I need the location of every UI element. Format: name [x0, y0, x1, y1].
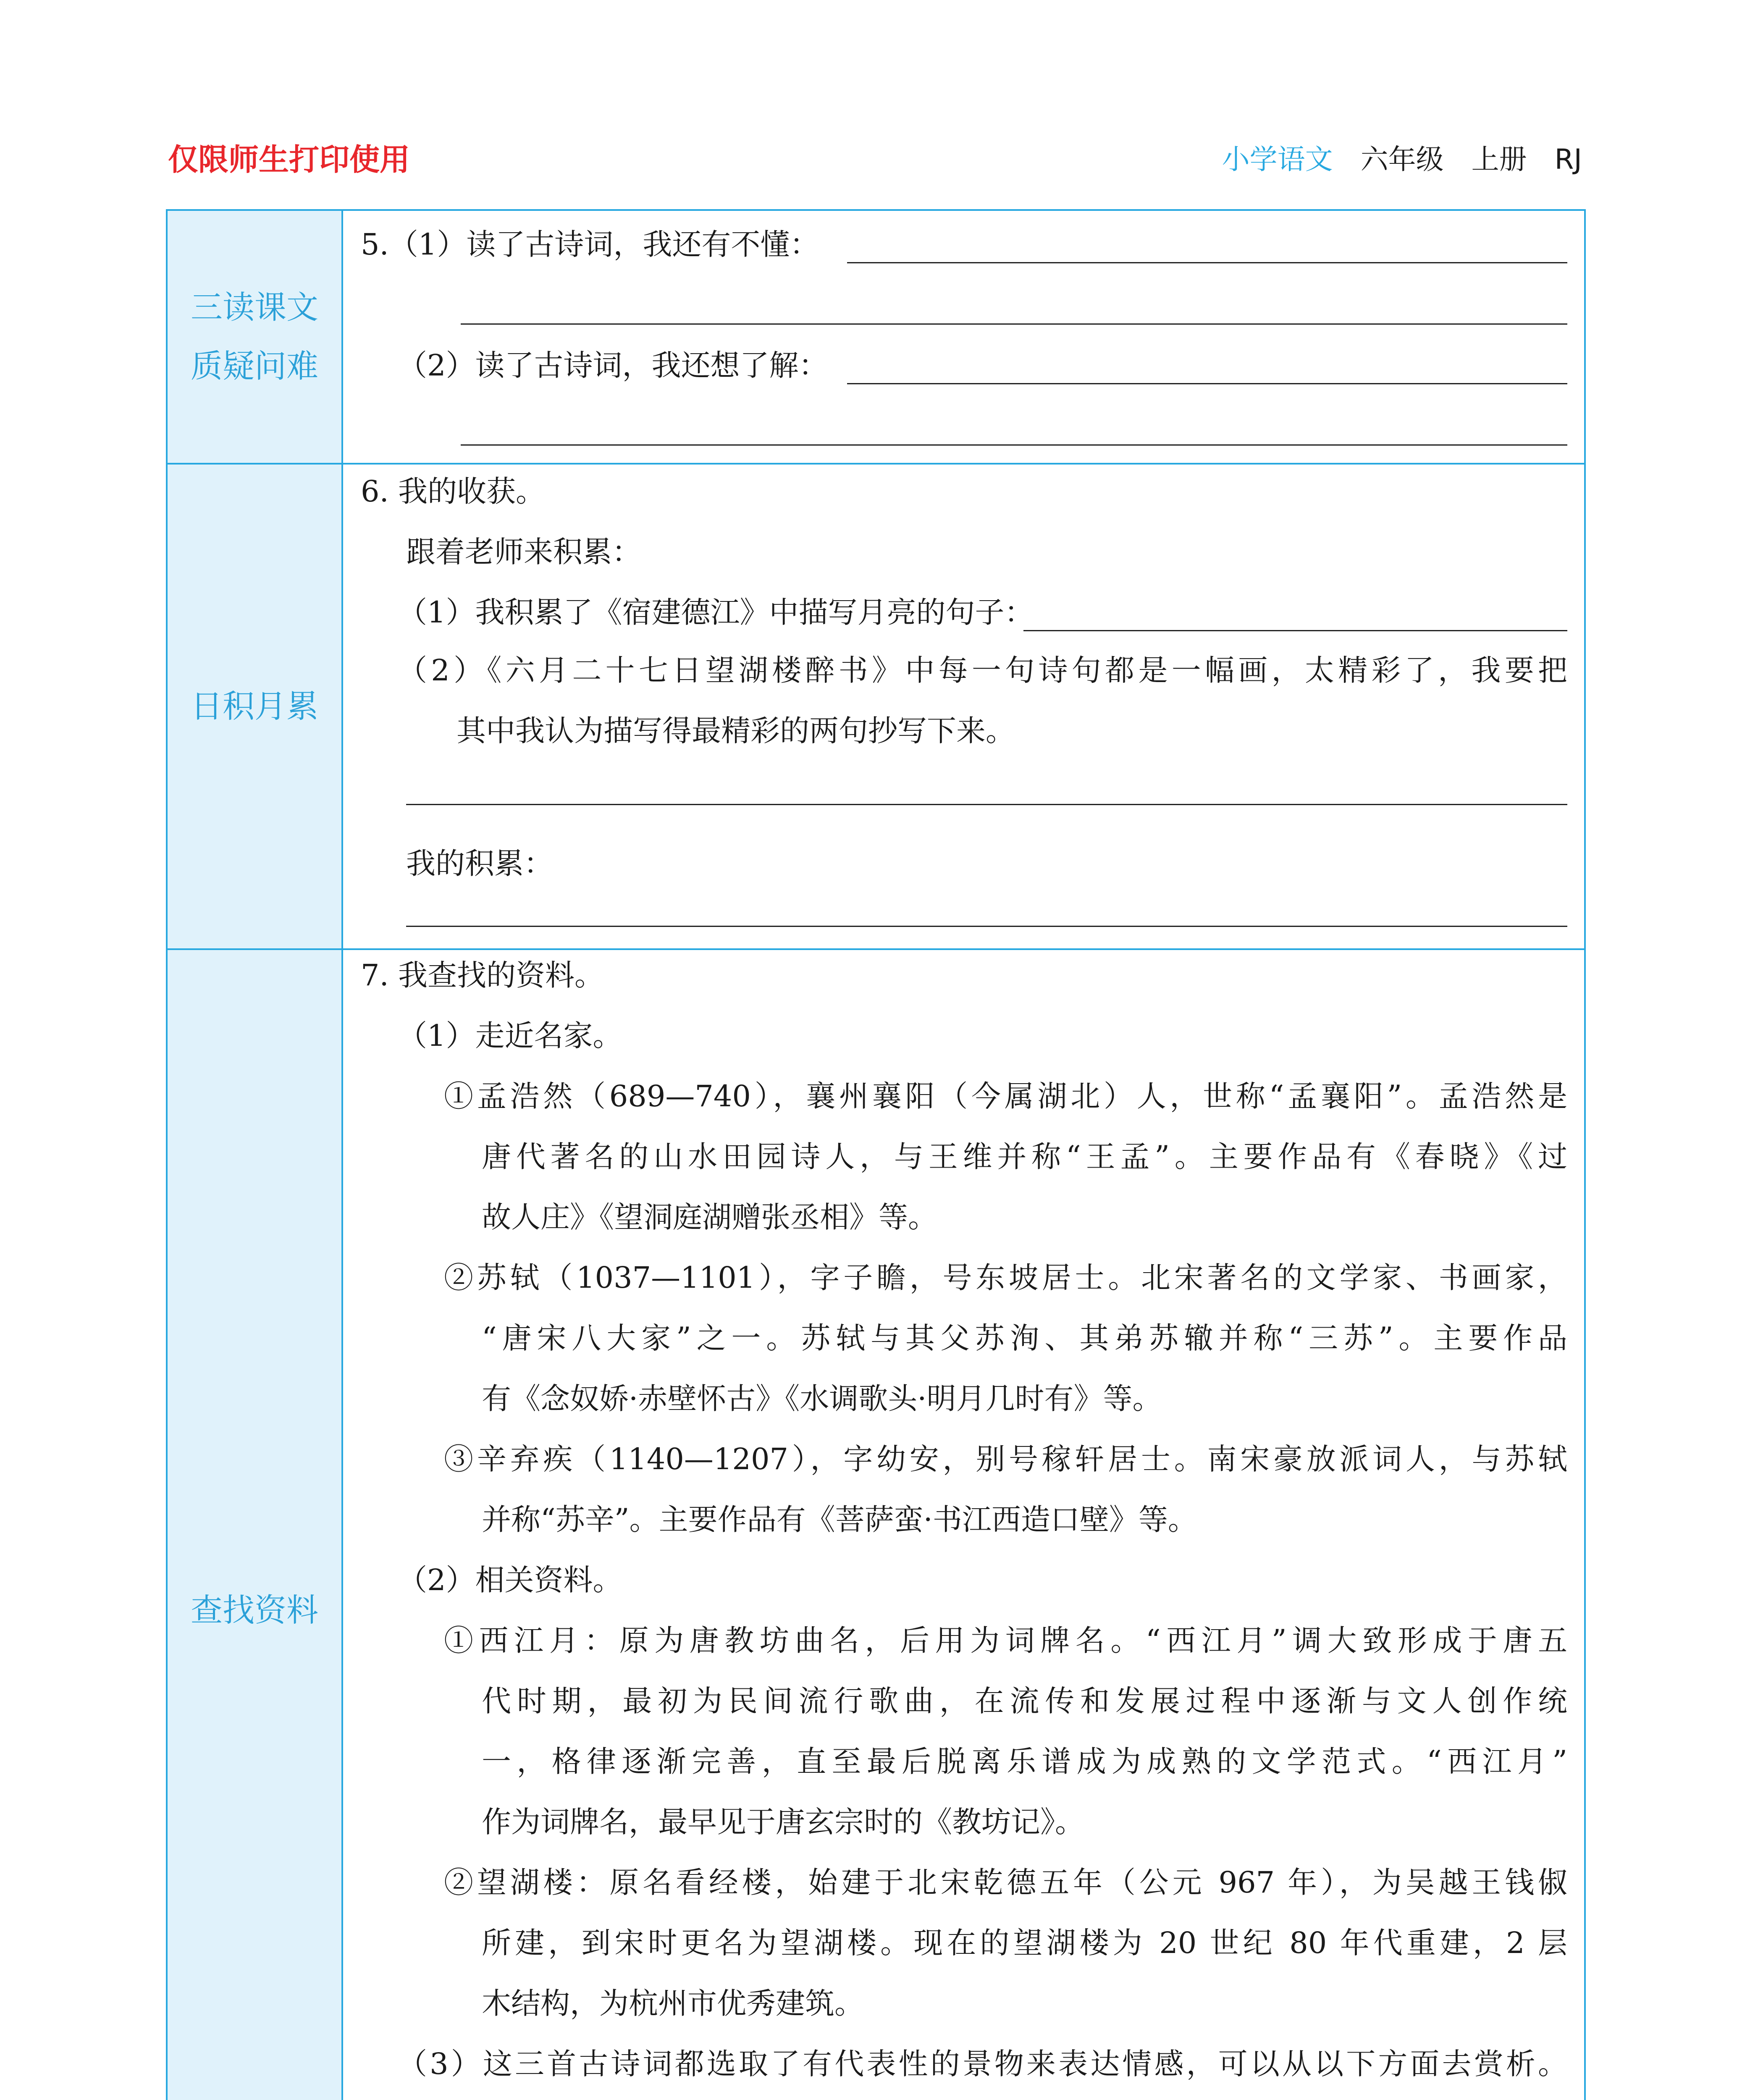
volume-label: 上册 — [1471, 143, 1527, 176]
section-research — [168, 948, 1584, 2100]
paragraph-line: ①孟浩然（689—740），襄州襄阳（今属湖北）人，世称“孟襄阳”。孟浩然是 — [444, 1079, 1567, 1113]
section-label — [168, 465, 343, 948]
question-6-title: 6. 我的收获。 — [361, 474, 546, 509]
paragraph-line: 并称“苏辛”。主要作品有《菩萨蛮·书江西造口壁》等。 — [482, 1502, 1197, 1537]
answer-line[interactable] — [847, 262, 1567, 263]
answer-line[interactable] — [406, 804, 1567, 805]
section-content — [343, 950, 1584, 2100]
question-5-2: （2）读了古诗词，我还想了解： — [398, 348, 828, 383]
print-notice: 仅限师生打印使用 — [168, 142, 410, 177]
section-label — [168, 950, 343, 2100]
subheading: （3）这三首古诗词都选取了有代表性的景物来表达情感，可以从以下方面去赏析。 — [398, 2047, 1567, 2081]
section-questions — [168, 211, 1584, 463]
paragraph-line: 木结构，为杭州市优秀建筑。 — [482, 1986, 864, 2021]
answer-line[interactable] — [406, 926, 1567, 927]
subheading: （1）走近名家。 — [398, 1018, 622, 1053]
answer-line[interactable] — [847, 383, 1567, 384]
edition-label: RJ — [1554, 143, 1582, 176]
paragraph-line: 唐代著名的山水田园诗人，与王维并称“王孟”。主要作品有《春晓》《过 — [482, 1139, 1567, 1174]
question-6-2: （2）《六月二十七日望湖楼醉书》中每一句诗句都是一幅画，太精彩了，我要把 — [398, 653, 1567, 688]
paragraph-line: 一，格律逐渐完善，直至最后脱离乐谱成为成熟的文学范式。“西江月” — [482, 1744, 1567, 1779]
paragraph-line: ②苏轼（1037—1101），字子瞻，号东坡居士。北宋著名的文学家、书画家， — [444, 1260, 1567, 1295]
my-accumulation-label: 我的积累： — [406, 846, 553, 881]
paragraph-line: 有《念奴娇·赤壁怀古》《水调歌头·明月几时有》等。 — [482, 1381, 1162, 1416]
book-info — [1222, 139, 1582, 181]
section-content — [343, 211, 1584, 463]
paragraph-line: ③辛弃疾（1140—1207），字幼安，别号稼轩居士。南宋豪放派词人，与苏轼 — [444, 1442, 1567, 1476]
question-6-2-cont: 其中我认为描写得最精彩的两句抄写下来。 — [457, 714, 1015, 748]
section-content — [343, 465, 1584, 948]
section-label-line: 日积月累 — [191, 688, 318, 725]
paragraph-line: ①西江月：原为唐教坊曲名，后用为词牌名。“西江月”调大致形成于唐五 — [444, 1623, 1567, 1658]
subheading: （2）相关资料。 — [398, 1563, 622, 1597]
paragraph-line: 故人庄》《望洞庭湖赠张丞相》等。 — [482, 1200, 937, 1234]
question-7-title: 7. 我查找的资料。 — [361, 958, 604, 992]
worksheet-table — [166, 209, 1586, 2100]
question-6-1: （1）我积累了《宿建德江》中描写月亮的句子： — [398, 595, 1034, 630]
answer-line[interactable] — [1023, 630, 1567, 631]
grade-label: 六年级 — [1360, 143, 1444, 176]
section-accumulation — [168, 463, 1584, 948]
subject-label: 小学语文 — [1222, 143, 1333, 176]
intro-text: 跟着老师来积累： — [406, 535, 641, 569]
section-label-line: 质疑问难 — [191, 347, 318, 385]
answer-line[interactable] — [461, 444, 1567, 446]
paragraph-line: “唐宋八大家”之一。苏轼与其父苏洵、其弟苏辙并称“三苏”。主要作品 — [482, 1321, 1567, 1355]
section-label-line: 查找资料 — [191, 1591, 318, 1629]
paragraph-line: ②望湖楼：原名看经楼，始建于北宋乾德五年（公元 967 年），为吴越王钱俶 — [444, 1865, 1567, 1900]
paragraph-line: 代时期，最初为民间流行歌曲，在流传和发展过程中逐渐与文人创作统 — [482, 1684, 1567, 1718]
answer-line[interactable] — [461, 323, 1567, 325]
paragraph-line: 作为词牌名，最早见于唐玄宗时的《教坊记》。 — [482, 1805, 1084, 1839]
section-label — [168, 211, 343, 463]
question-5-1: 5.（1）读了古诗词，我还有不懂： — [361, 227, 819, 262]
section-label-line: 三读课文 — [191, 289, 318, 326]
paragraph-line: 所建，到宋时更名为望湖楼。现在的望湖楼为 20 世纪 80 年代重建，2 层 — [482, 1926, 1567, 1960]
